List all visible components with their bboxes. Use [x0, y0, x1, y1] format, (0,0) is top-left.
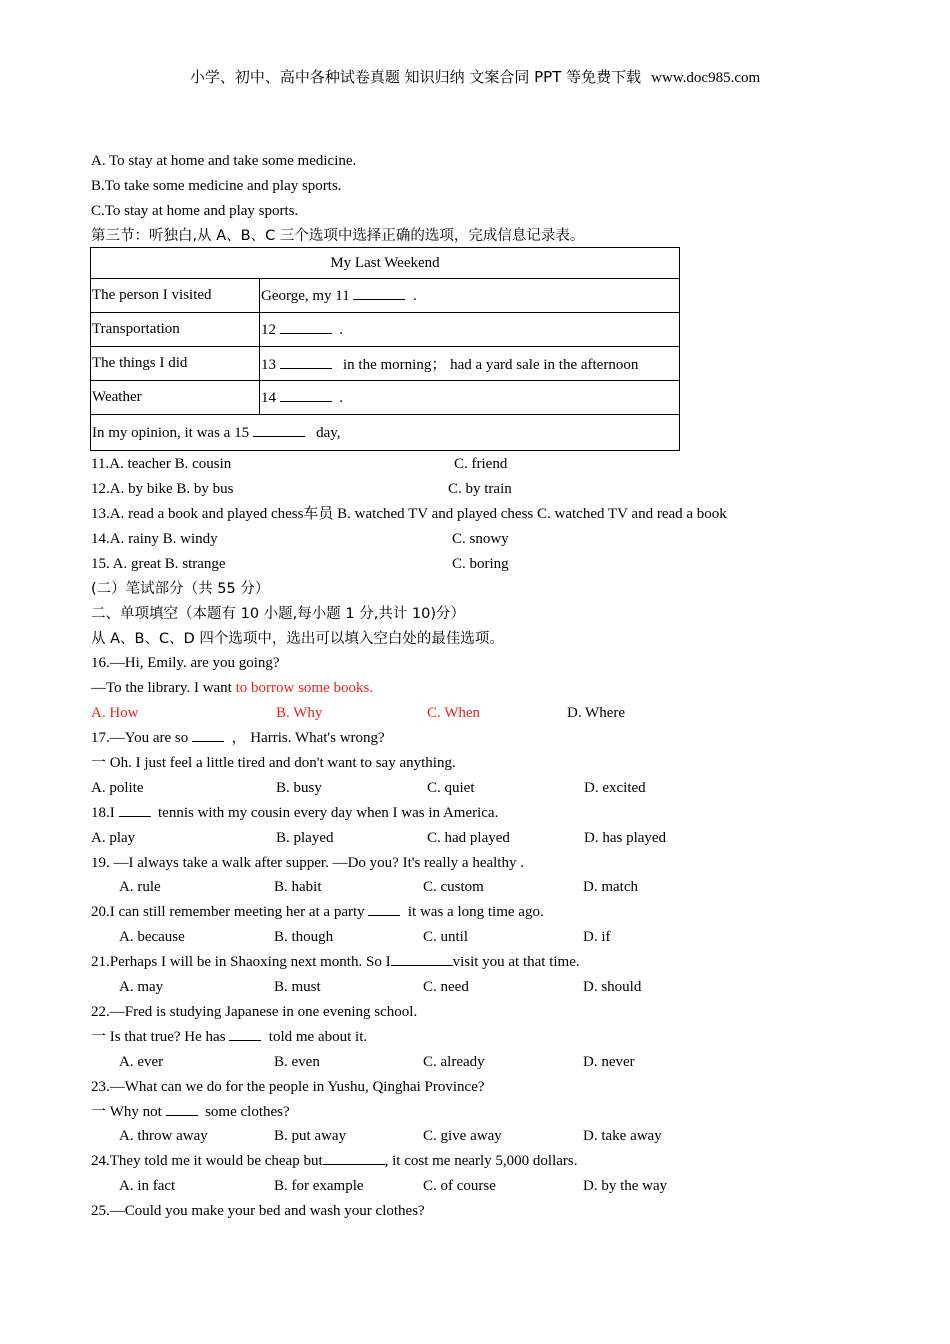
q20-line1: 20.I can still remember meeting her at a party it was a long time ago.: [91, 904, 544, 920]
q24-option-c[interactable]: C. of course: [423, 1178, 496, 1194]
q18-line1: 18.I tennis with my cousin every day when I was in America.: [91, 805, 499, 821]
q19-line1: 19. —I always take a walk after supper. —Do you? It's really a healthy .: [91, 855, 524, 871]
table-row: [91, 347, 680, 381]
q16-option-b[interactable]: B. Why: [276, 705, 323, 721]
table-row: [91, 381, 680, 415]
q23-line2: 一 Why not some clothes?: [91, 1104, 290, 1120]
q23-option-c[interactable]: C. give away: [423, 1128, 502, 1144]
q16-line2: —To the library. I want to borrow some books.: [91, 680, 374, 696]
q17-blank[interactable]: [192, 728, 224, 742]
listen-item-11-c: C. friend: [454, 456, 508, 472]
q18-option-b[interactable]: B. played: [276, 830, 334, 846]
q21-line1: 21.Perhaps I will be in Shaoxing next month. So I visit you at that time.: [91, 954, 580, 970]
q19-option-a[interactable]: A. rule: [119, 879, 161, 895]
q17-option-b[interactable]: B. busy: [276, 780, 322, 796]
q16-option-c[interactable]: C. When: [427, 705, 481, 721]
blank-11[interactable]: [353, 286, 405, 300]
table-row-label: Transportation: [91, 313, 260, 347]
q22-line1: 22.—Fred is studying Japanese in one evening school.: [91, 1004, 418, 1020]
q22-line2: 一 Is that true? He has told me about it.: [91, 1029, 368, 1045]
q16-line1: 16.—Hi, Emily. are you going?: [91, 655, 280, 671]
q16-option-d[interactable]: D. Where: [567, 705, 626, 721]
q23-option-d[interactable]: D. take away: [583, 1128, 662, 1144]
written-title: (二）笔试部分（共 55 分）: [91, 581, 270, 597]
q17-option-c[interactable]: C. quiet: [427, 780, 475, 796]
q23-blank[interactable]: [166, 1102, 198, 1116]
listen-item-15: 15. A. great B. strange: [91, 556, 226, 572]
info-record-table: [90, 247, 680, 451]
q23-option-a[interactable]: A. throw away: [119, 1128, 208, 1144]
blank-12[interactable]: [280, 320, 332, 334]
q17-option-a[interactable]: A. polite: [91, 780, 144, 796]
q20-option-c[interactable]: C. until: [423, 929, 469, 945]
table-row-label: Weather: [91, 381, 260, 415]
table-footer: In my opinion, it was a 15 day,: [91, 415, 680, 451]
q21-blank[interactable]: [391, 952, 453, 966]
table-row-value: 13 in the morning； had a yard sale in the afternoon: [260, 347, 680, 381]
table-row: [91, 279, 680, 313]
q17-option-d[interactable]: D. excited: [584, 780, 646, 796]
listen-item-13: 13.A. read a book and played chess车员 B. watched TV and played chess C. watched TV and read a book: [91, 506, 727, 522]
q24-blank[interactable]: [323, 1151, 385, 1165]
table-row-label: The person I visited: [91, 279, 260, 313]
q22-option-d[interactable]: D. never: [583, 1054, 635, 1070]
q20-option-d[interactable]: D. if: [583, 929, 611, 945]
q23-line1: 23.—What can we do for the people in Yushu, Qinghai Province?: [91, 1079, 485, 1095]
q21-option-b[interactable]: B. must: [274, 979, 321, 995]
part2-instructions: 从 A、B、C、D 四个选项中，选出可以填入空白处的最佳选项。: [91, 631, 504, 647]
listen-item-12: 12.A. by bike B. by bus: [91, 481, 234, 497]
q24-option-d[interactable]: D. by the way: [583, 1178, 668, 1194]
q17-line2: 一 Oh. I just feel a little tired and don't want to say anything.: [91, 755, 456, 771]
q21-option-d[interactable]: D. should: [583, 979, 642, 995]
q22-option-c[interactable]: C. already: [423, 1054, 485, 1070]
q18-option-a[interactable]: A. play: [91, 830, 136, 846]
listen-item-12-c: C. by train: [448, 481, 512, 497]
q19-option-b[interactable]: B. habit: [274, 879, 322, 895]
q25-line1: 25.—Could you make your bed and wash your clothes?: [91, 1203, 425, 1219]
blank-14[interactable]: [280, 388, 332, 402]
q17-line1: 17.—You are so ， Harris. What's wrong?: [91, 730, 385, 746]
q16-option-a[interactable]: A. How: [91, 705, 139, 721]
q21-option-c[interactable]: C. need: [423, 979, 469, 995]
section3-title: 第三节：听独白,从 A、B、C 三个选项中选择正确的选项，完成信息记录表。: [91, 228, 585, 244]
q20-option-a[interactable]: A. because: [119, 929, 185, 945]
q21-option-a[interactable]: A. may: [119, 979, 164, 995]
part2-title: 二、单项填空（本题有 10 小题,每小题 1 分,共计 10)分）: [91, 606, 466, 622]
q18-option-d[interactable]: D. has played: [584, 830, 667, 846]
q19-option-d[interactable]: D. match: [583, 879, 638, 895]
q18-blank[interactable]: [119, 803, 151, 817]
header-url: www.doc985.com: [651, 70, 761, 86]
blank-13[interactable]: [280, 355, 332, 369]
table-row-value: George, my 11 .: [260, 279, 680, 313]
table-row-label: The things I did: [91, 347, 260, 381]
prev-option-b: B.To take some medicine and play sports.: [91, 178, 342, 194]
table-footer-row: [91, 415, 680, 451]
q24-option-b[interactable]: B. for example: [274, 1178, 364, 1194]
q20-blank[interactable]: [368, 902, 400, 916]
q19-option-c[interactable]: C. custom: [423, 879, 484, 895]
table-title: My Last Weekend: [91, 248, 680, 279]
listen-item-14-c: C. snowy: [452, 531, 509, 547]
table-row-value: 12 .: [260, 313, 680, 347]
q18-option-c[interactable]: C. had played: [427, 830, 510, 846]
listen-item-14: 14.A. rainy B. windy: [91, 531, 218, 547]
table-row-value: 14 .: [260, 381, 680, 415]
prev-option-a: A. To stay at home and take some medicine.: [91, 153, 357, 169]
q20-option-b[interactable]: B. though: [274, 929, 334, 945]
q24-option-a[interactable]: A. in fact: [119, 1178, 176, 1194]
page-header: [0, 66, 950, 87]
listen-item-15-c: C. boring: [452, 556, 509, 572]
blank-15[interactable]: [253, 423, 305, 437]
q24-line1: 24.They told me it would be cheap but , it cost me nearly 5,000 dollars.: [91, 1153, 578, 1169]
q23-option-b[interactable]: B. put away: [274, 1128, 347, 1144]
table-row: [91, 313, 680, 347]
q22-blank[interactable]: [229, 1027, 261, 1041]
header-text: 小学、初中、高中各种试卷真题 知识归纳 文案合同 PPT 等免费下载: [189, 68, 642, 86]
q22-option-a[interactable]: A. ever: [119, 1054, 164, 1070]
listen-item-11: 11.A. teacher B. cousin: [91, 456, 232, 472]
q22-option-b[interactable]: B. even: [274, 1054, 320, 1070]
prev-option-c: C.To stay at home and play sports.: [91, 203, 299, 219]
